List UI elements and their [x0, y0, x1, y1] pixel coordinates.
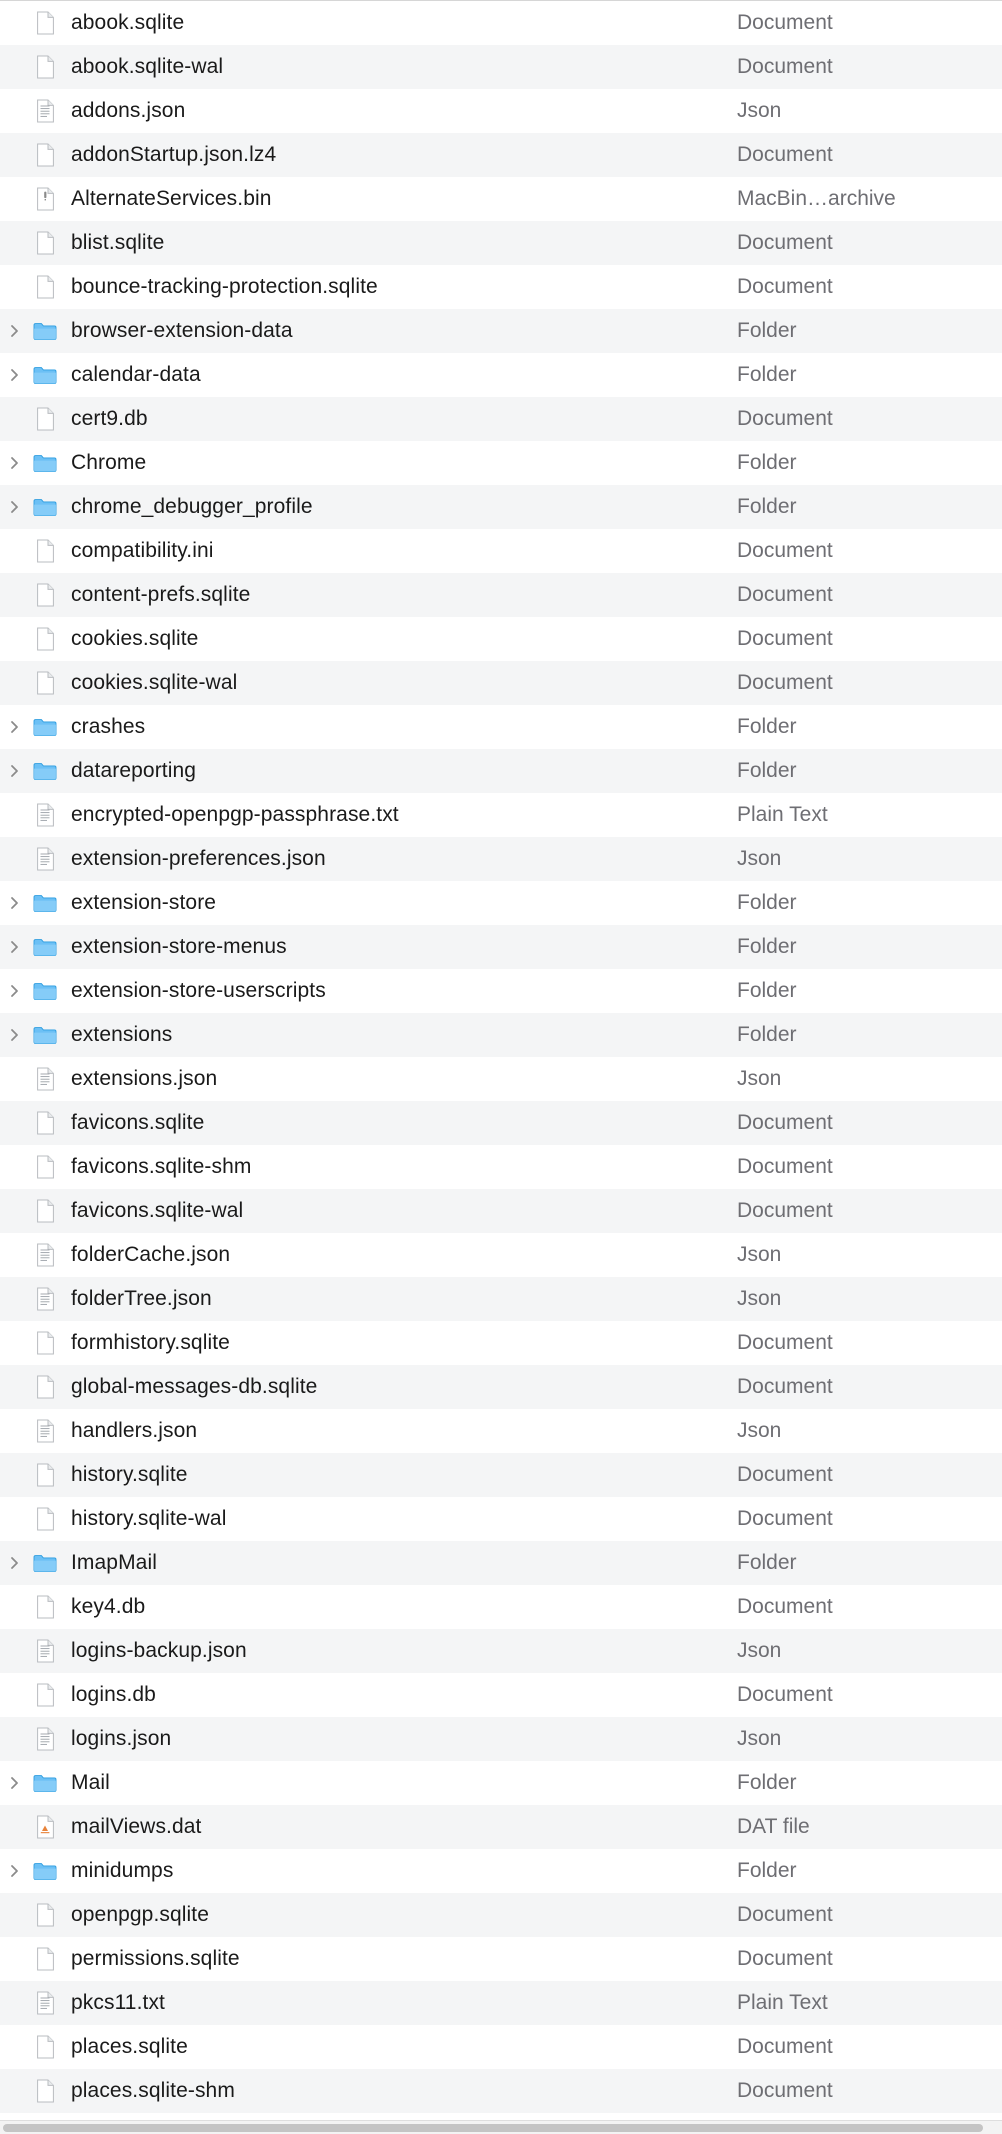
- document-icon: [30, 1507, 60, 1531]
- file-kind: Json: [737, 1639, 782, 1662]
- chevron-right-icon[interactable]: [0, 500, 30, 514]
- chevron-right-icon[interactable]: [0, 1776, 30, 1790]
- document-icon: [30, 1111, 60, 1135]
- table-row[interactable]: [0, 2069, 1002, 2113]
- file-kind: Json: [737, 1067, 782, 1090]
- text-document-icon: [30, 1991, 60, 2015]
- table-row[interactable]: [0, 89, 1002, 133]
- file-kind: Document: [737, 231, 833, 254]
- file-kind: Folder: [737, 891, 797, 914]
- document-icon: [30, 627, 60, 651]
- text-document-icon: [30, 1243, 60, 1267]
- file-kind: Document: [737, 143, 833, 166]
- file-name: permissions.sqlite: [71, 1947, 240, 1970]
- text-document-icon: [30, 1419, 60, 1443]
- document-icon: [30, 55, 60, 79]
- file-kind: Document: [737, 1155, 833, 1178]
- file-kind: Folder: [737, 1551, 797, 1574]
- document-icon: [30, 583, 60, 607]
- table-row[interactable]: [0, 617, 1002, 661]
- table-row[interactable]: [0, 1057, 1002, 1101]
- file-name: chrome_debugger_profile: [71, 495, 313, 518]
- file-kind: Document: [737, 1507, 833, 1530]
- file-name: blist.sqlite: [71, 231, 165, 254]
- file-kind: Plain Text: [737, 1991, 828, 2014]
- file-name: logins.db: [71, 1683, 156, 1706]
- file-name: history.sqlite: [71, 1463, 188, 1486]
- file-name: favicons.sqlite-wal: [71, 1199, 244, 1222]
- file-kind: Folder: [737, 1771, 797, 1794]
- file-kind: Document: [737, 2079, 833, 2102]
- dat-document-icon: [30, 1815, 60, 1839]
- file-kind: Folder: [737, 979, 797, 1002]
- table-row[interactable]: [0, 1673, 1002, 1717]
- table-row[interactable]: [0, 969, 1002, 1013]
- file-name: mailViews.dat: [71, 1815, 202, 1838]
- file-name: pkcs11.txt: [71, 1991, 165, 2014]
- file-name: cookies.sqlite: [71, 627, 199, 650]
- file-name: addons.json: [71, 99, 186, 122]
- file-name: abook.sqlite-wal: [71, 55, 224, 78]
- document-icon: [30, 11, 60, 35]
- file-kind: Folder: [737, 715, 797, 738]
- chevron-right-icon[interactable]: [0, 456, 30, 470]
- file-kind: Document: [737, 1903, 833, 1926]
- file-name: datareporting: [71, 759, 197, 782]
- file-name: extensions.json: [71, 1067, 218, 1090]
- chevron-right-icon[interactable]: [0, 940, 30, 954]
- file-kind: Document: [737, 1375, 833, 1398]
- document-icon: [30, 1199, 60, 1223]
- folder-icon: [30, 1862, 60, 1881]
- folder-icon: [30, 1026, 60, 1045]
- chevron-right-icon[interactable]: [0, 1864, 30, 1878]
- table-row[interactable]: [0, 661, 1002, 705]
- file-name: extension-store-menus: [71, 935, 287, 958]
- file-kind: Document: [737, 627, 833, 650]
- text-document-icon: [30, 1287, 60, 1311]
- file-name: cert9.db: [71, 407, 148, 430]
- table-row[interactable]: [0, 1497, 1002, 1541]
- text-document-icon: [30, 99, 60, 123]
- file-name: folderCache.json: [71, 1243, 231, 1266]
- table-row[interactable]: [0, 837, 1002, 881]
- file-name: folderTree.json: [71, 1287, 212, 1310]
- file-kind: Json: [737, 1243, 782, 1266]
- table-row[interactable]: [0, 2025, 1002, 2069]
- text-document-icon: [30, 1067, 60, 1091]
- text-document-icon: [30, 803, 60, 827]
- document-icon: [30, 275, 60, 299]
- file-name: extensions: [71, 1023, 173, 1046]
- table-row[interactable]: [0, 221, 1002, 265]
- text-document-icon: [30, 847, 60, 871]
- table-row[interactable]: [0, 485, 1002, 529]
- file-kind: Document: [737, 1331, 833, 1354]
- table-row[interactable]: [0, 177, 1002, 221]
- chevron-right-icon[interactable]: [0, 896, 30, 910]
- file-name: AlternateServices.bin: [71, 187, 272, 210]
- table-row[interactable]: [0, 881, 1002, 925]
- chevron-right-icon[interactable]: [0, 764, 30, 778]
- file-kind: Document: [737, 407, 833, 430]
- file-name: abook.sqlite: [71, 11, 185, 34]
- file-name: extension-preferences.json: [71, 847, 326, 870]
- file-kind: Document: [737, 1595, 833, 1618]
- file-kind: Document: [737, 583, 833, 606]
- file-kind: Json: [737, 1287, 782, 1310]
- chevron-right-icon[interactable]: [0, 324, 30, 338]
- binary-document-icon: [30, 187, 60, 211]
- folder-icon: [30, 366, 60, 385]
- file-kind: Folder: [737, 759, 797, 782]
- file-kind: Folder: [737, 363, 797, 386]
- document-icon: [30, 1155, 60, 1179]
- document-icon: [30, 1331, 60, 1355]
- file-name: key4.db: [71, 1595, 146, 1618]
- folder-icon: [30, 454, 60, 473]
- file-kind: Json: [737, 847, 782, 870]
- folder-icon: [30, 322, 60, 341]
- file-kind: Folder: [737, 495, 797, 518]
- folder-icon: [30, 762, 60, 781]
- table-row[interactable]: [0, 1365, 1002, 1409]
- file-name: content-prefs.sqlite: [71, 583, 251, 606]
- document-icon: [30, 1375, 60, 1399]
- table-row[interactable]: [0, 1013, 1002, 1057]
- file-name: places.sqlite: [71, 2035, 188, 2058]
- file-name: encrypted-openpgp-passphrase.txt: [71, 803, 399, 826]
- table-row[interactable]: [0, 1, 1002, 45]
- file-name: extension-store: [71, 891, 217, 914]
- chevron-right-icon[interactable]: [0, 368, 30, 382]
- file-kind: Document: [737, 1683, 833, 1706]
- file-kind: Document: [737, 2035, 833, 2058]
- table-row[interactable]: [0, 1629, 1002, 1673]
- file-name: logins-backup.json: [71, 1639, 247, 1662]
- table-row[interactable]: [0, 573, 1002, 617]
- file-kind: Folder: [737, 1023, 797, 1046]
- table-row[interactable]: [0, 1541, 1002, 1585]
- document-icon: [30, 1463, 60, 1487]
- file-kind: Folder: [737, 935, 797, 958]
- chevron-right-icon[interactable]: [0, 1556, 30, 1570]
- file-kind: Document: [737, 1111, 833, 1134]
- document-icon: [30, 671, 60, 695]
- file-kind: DAT file: [737, 1815, 810, 1838]
- document-icon: [30, 143, 60, 167]
- table-row[interactable]: [0, 1893, 1002, 1937]
- file-kind: Json: [737, 99, 782, 122]
- file-name: calendar-data: [71, 363, 201, 386]
- file-name: openpgp.sqlite: [71, 1903, 210, 1926]
- table-row[interactable]: [0, 1981, 1002, 2025]
- table-row[interactable]: [0, 45, 1002, 89]
- horizontal-scrollbar-thumb[interactable]: [3, 2124, 983, 2132]
- table-row[interactable]: [0, 705, 1002, 749]
- file-name: handlers.json: [71, 1419, 198, 1442]
- file-name: browser-extension-data: [71, 319, 293, 342]
- file-kind: Document: [737, 11, 833, 34]
- file-kind: Json: [737, 1419, 782, 1442]
- table-row[interactable]: [0, 1321, 1002, 1365]
- table-row[interactable]: [0, 309, 1002, 353]
- file-name: favicons.sqlite-shm: [71, 1155, 252, 1178]
- folder-icon: [30, 498, 60, 517]
- document-icon: [30, 1683, 60, 1707]
- text-document-icon: [30, 1727, 60, 1751]
- file-kind: Json: [737, 1727, 782, 1750]
- chevron-right-icon[interactable]: [0, 984, 30, 998]
- folder-icon: [30, 718, 60, 737]
- document-icon: [30, 539, 60, 563]
- folder-icon: [30, 938, 60, 957]
- table-row[interactable]: [0, 1805, 1002, 1849]
- file-name: minidumps: [71, 1859, 174, 1882]
- file-name: bounce-tracking-protection.sqlite: [71, 275, 378, 298]
- file-kind: Document: [737, 1947, 833, 1970]
- folder-icon: [30, 1774, 60, 1793]
- file-name: cookies.sqlite-wal: [71, 671, 238, 694]
- table-row[interactable]: [0, 1937, 1002, 1981]
- file-kind: Document: [737, 539, 833, 562]
- file-name: global-messages-db.sqlite: [71, 1375, 318, 1398]
- file-kind: Plain Text: [737, 803, 828, 826]
- table-row[interactable]: [0, 1233, 1002, 1277]
- table-row[interactable]: [0, 1189, 1002, 1233]
- file-kind: Document: [737, 1463, 833, 1486]
- file-name: logins.json: [71, 1727, 172, 1750]
- table-row[interactable]: [0, 1717, 1002, 1761]
- table-row[interactable]: [0, 1145, 1002, 1189]
- table-row[interactable]: [0, 749, 1002, 793]
- table-row[interactable]: [0, 353, 1002, 397]
- table-row[interactable]: [0, 529, 1002, 573]
- file-name: formhistory.sqlite: [71, 1331, 230, 1354]
- table-row[interactable]: [0, 925, 1002, 969]
- file-name: compatibility.ini: [71, 539, 214, 562]
- file-name: history.sqlite-wal: [71, 1507, 227, 1530]
- file-kind: Folder: [737, 1859, 797, 1882]
- file-kind: MacBin…archive: [737, 187, 896, 210]
- file-name: addonStartup.json.lz4: [71, 143, 277, 166]
- text-document-icon: [30, 1639, 60, 1663]
- document-icon: [30, 1595, 60, 1619]
- document-icon: [30, 407, 60, 431]
- file-name: ImapMail: [71, 1551, 157, 1574]
- file-kind: Document: [737, 1199, 833, 1222]
- file-name: Mail: [71, 1771, 110, 1794]
- table-row[interactable]: [0, 1585, 1002, 1629]
- document-icon: [30, 1947, 60, 1971]
- file-kind: Document: [737, 275, 833, 298]
- table-row[interactable]: [0, 1409, 1002, 1453]
- file-kind: Document: [737, 55, 833, 78]
- table-row[interactable]: [0, 1453, 1002, 1497]
- table-row[interactable]: [0, 441, 1002, 485]
- file-name: extension-store-userscripts: [71, 979, 326, 1002]
- folder-icon: [30, 894, 60, 913]
- document-icon: [30, 1903, 60, 1927]
- chevron-right-icon[interactable]: [0, 1028, 30, 1042]
- document-icon: [30, 2035, 60, 2059]
- folder-icon: [30, 1554, 60, 1573]
- table-row[interactable]: [0, 133, 1002, 177]
- file-kind: Folder: [737, 451, 797, 474]
- file-name: places.sqlite-shm: [71, 2079, 235, 2102]
- file-name: crashes: [71, 715, 146, 738]
- folder-icon: [30, 982, 60, 1001]
- document-icon: [30, 231, 60, 255]
- file-kind: Folder: [737, 319, 797, 342]
- table-row[interactable]: [0, 793, 1002, 837]
- table-row[interactable]: [0, 1277, 1002, 1321]
- table-row[interactable]: [0, 1761, 1002, 1805]
- chevron-right-icon[interactable]: [0, 720, 30, 734]
- file-name: favicons.sqlite: [71, 1111, 205, 1134]
- file-name: Chrome: [71, 451, 147, 474]
- table-row[interactable]: [0, 397, 1002, 441]
- table-row[interactable]: [0, 1849, 1002, 1893]
- file-kind: Document: [737, 671, 833, 694]
- horizontal-scrollbar[interactable]: [0, 2120, 1002, 2134]
- table-row[interactable]: [0, 1101, 1002, 1145]
- document-icon: [30, 2079, 60, 2103]
- table-row[interactable]: [0, 265, 1002, 309]
